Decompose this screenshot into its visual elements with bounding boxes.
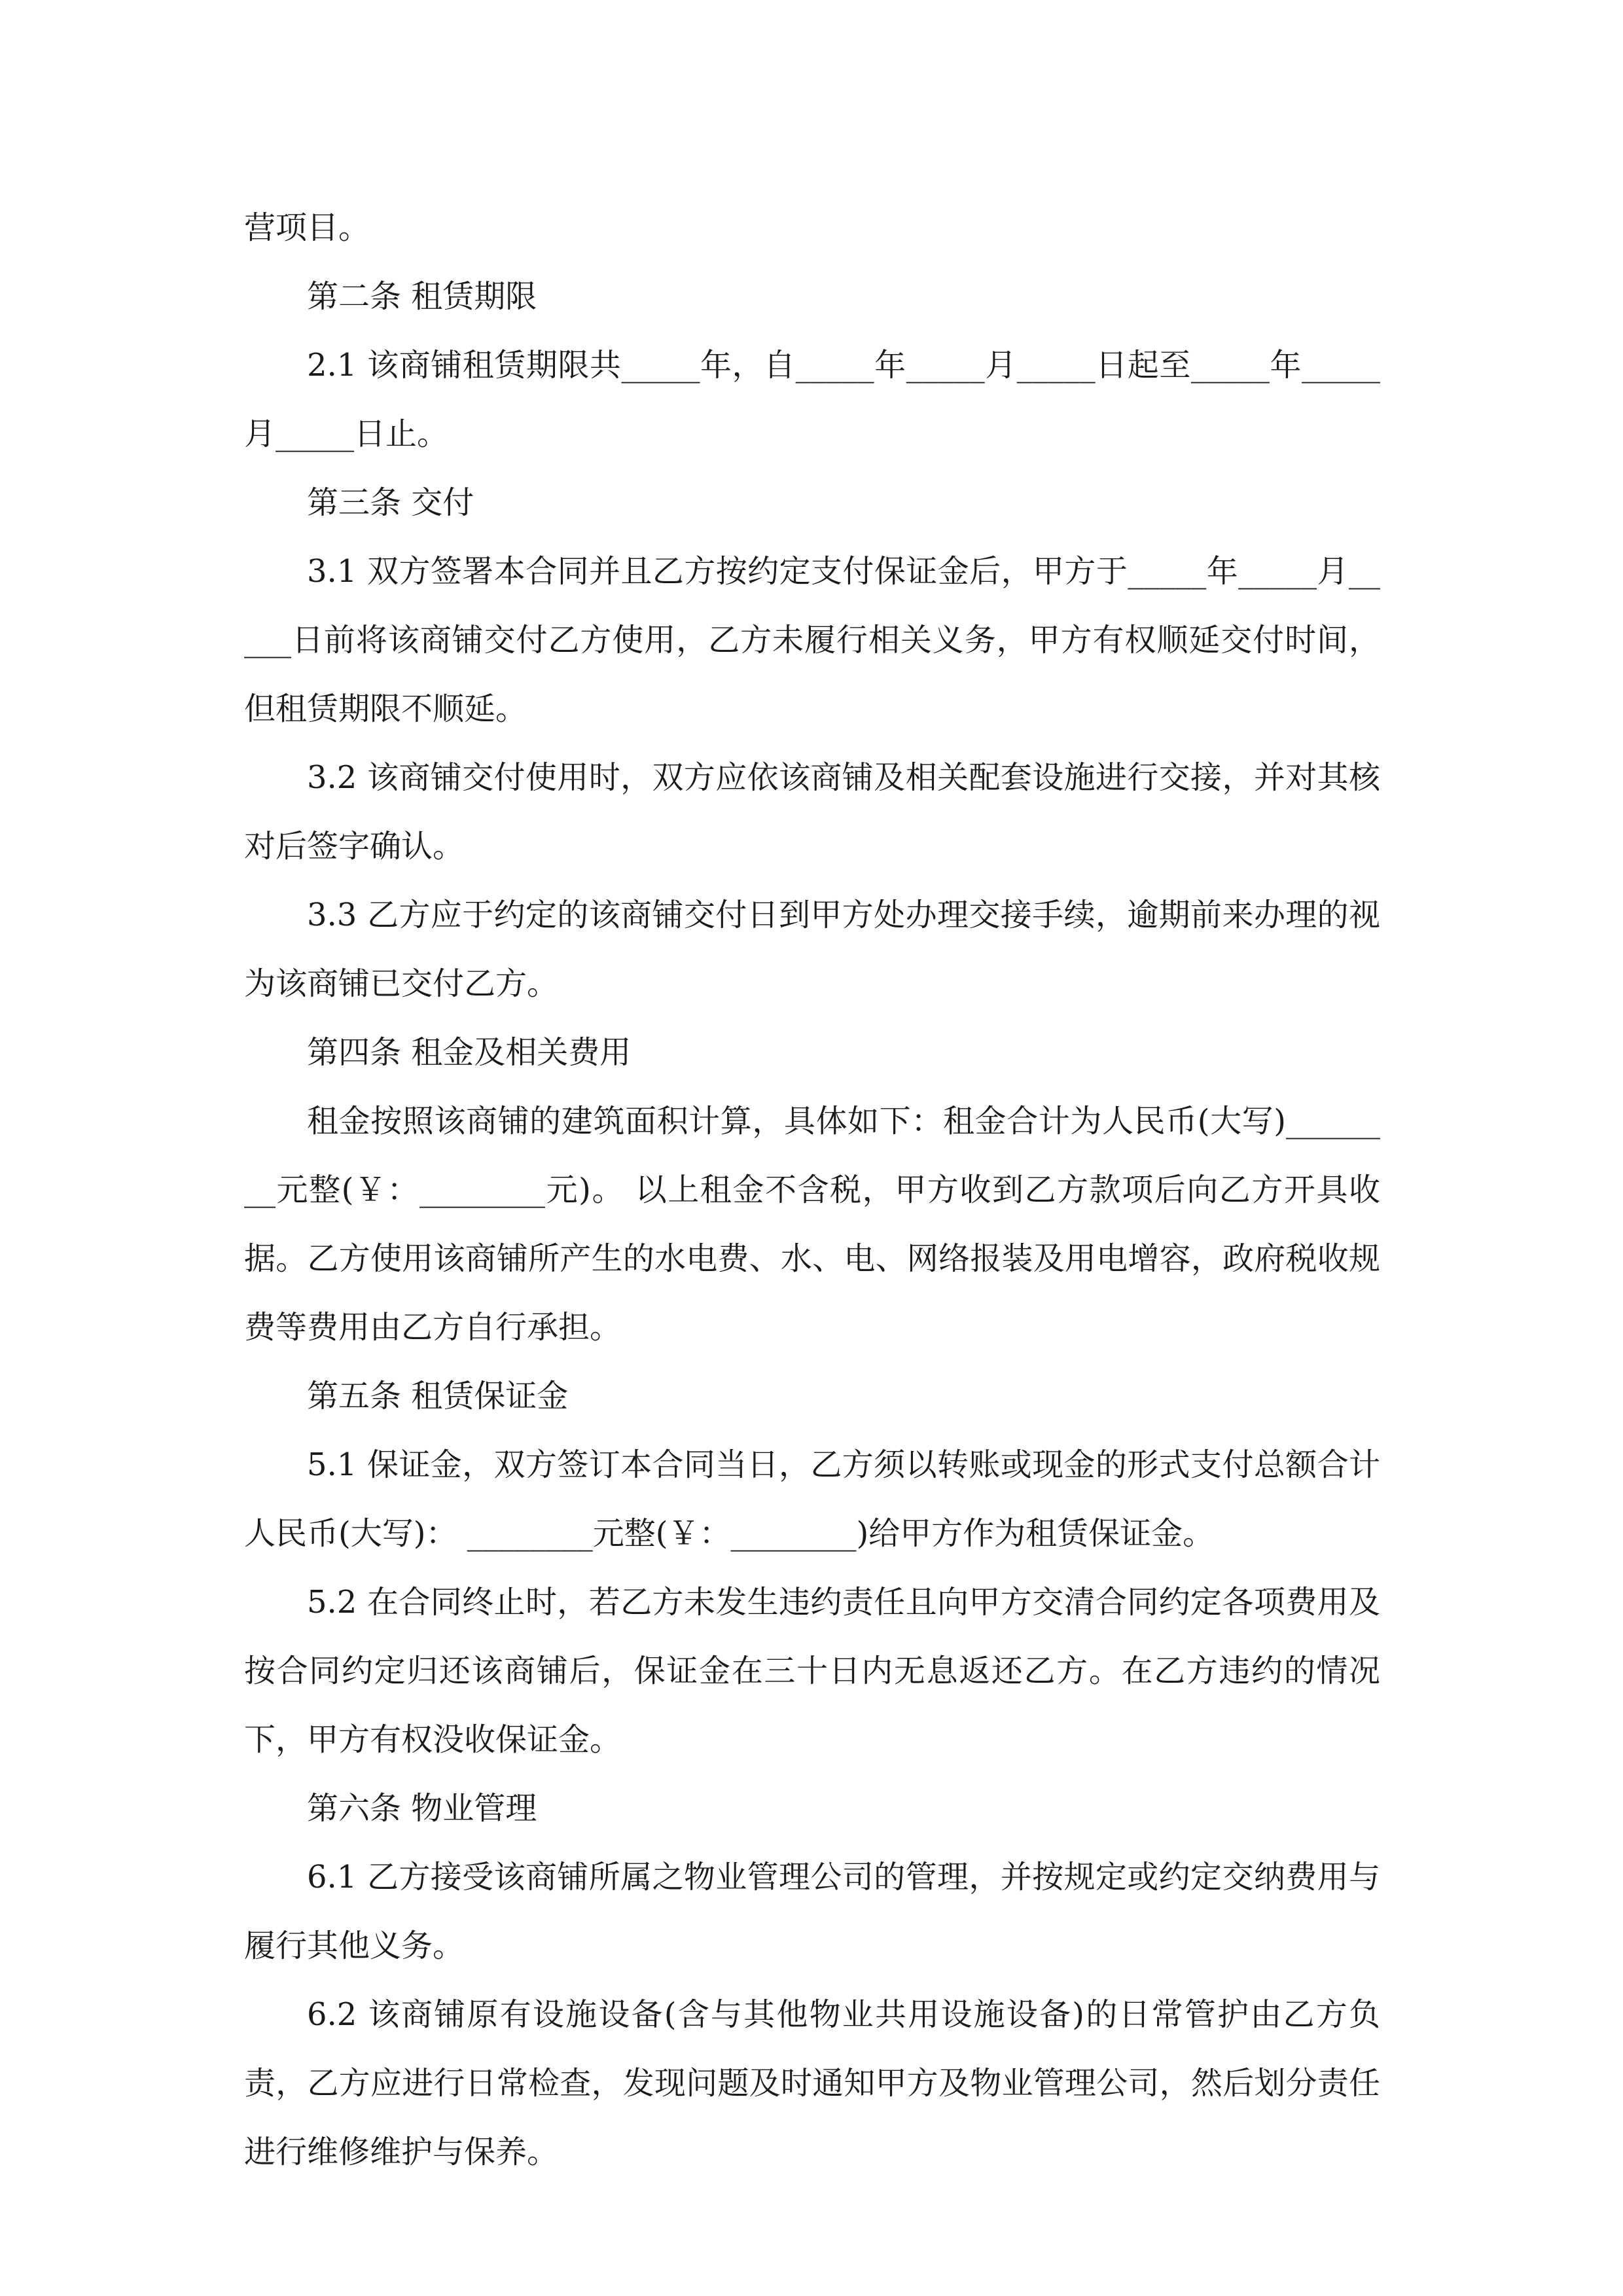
clause-3-2: 3.2 该商铺交付使用时，双方应依该商铺及相关配套设施进行交接，并对其核对后签字确认。 <box>244 759 1380 865</box>
contract-body <box>244 194 1380 2187</box>
clause-5-1: 5.1 保证金，双方签订本合同当日，乙方须以转账或现金的形式支付总额合计人民币(大写)： ________元整(￥：________)给甲方作为租赁保证金。 <box>244 1446 1380 1552</box>
article-2-heading: 第二条 租赁期限 <box>307 278 537 315</box>
clause-5-2: 5.2 在合同终止时，若乙方未发生违约责任且向甲方交清合同约定各项费用及按合同约定归还该商铺后，保证金在三十日内无息返还乙方。在乙方违约的情况下，甲方有权没收保证金。 <box>244 1584 1380 1758</box>
clause-6-1: 6.1 乙方接受该商铺所属之物业管理公司的管理，并按规定或约定交纳费用与履行其他义务。 <box>244 1859 1380 1964</box>
clause-3-1: 3.1 双方签署本合同并且乙方按约定支付保证金后，甲方于_____年_____月_____日前将该商铺交付乙方使用，乙方未履行相关义务，甲方有权顺延交付时间，但租赁期限不顺延。 <box>244 553 1380 727</box>
article-6-heading: 第六条 物业管理 <box>307 1790 537 1827</box>
article-3-heading: 第三条 交付 <box>307 484 474 521</box>
clause-2-1: 2.1 该商铺租赁期限共_____年，自_____年_____月_____日起至_____年_____月_____日止。 <box>244 347 1380 452</box>
article-4-heading: 第四条 租金及相关费用 <box>307 1034 632 1071</box>
clause-3-3: 3.3 乙方应于约定的该商铺交付日到甲方处办理交接手续，逾期前来办理的视为该商铺已交付乙方。 <box>244 897 1380 1002</box>
clause-4-rent: 租金按照该商铺的建筑面积计算，具体如下：租金合计为人民币(大写)________元整(￥：________元)。 以上租金不含税，甲方收到乙方款项后向乙方开具收据。乙方使用该商铺所产生的水电费、水、电、网络报装及用电增容，政府税收规费等费用由乙方自行承担。 <box>244 1103 1380 1346</box>
clause-6-2: 6.2 该商铺原有设施设备(含与其他物业共用设施设备)的日常管护由乙方负责，乙方应进行日常检查，发现问题及时通知甲方及物业管理公司，然后划分责任进行维修维护与保养。 <box>244 1996 1380 2170</box>
continued-paragraph: 营项目。 <box>244 209 370 246</box>
article-5-heading: 第五条 租赁保证金 <box>307 1378 569 1414</box>
